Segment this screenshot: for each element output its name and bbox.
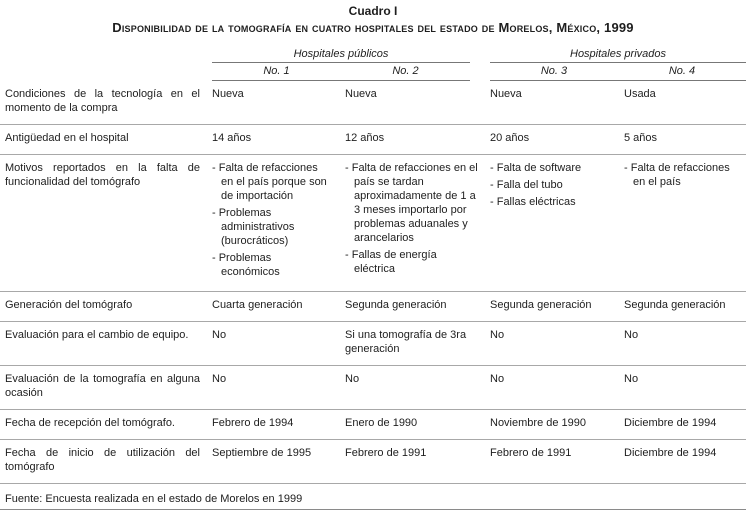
bullet-item: - Falta de refacciones en el país se tardan aproximadamente de 1 a 3 meses importarlo por problemas aduanales y arancelarios	[345, 162, 478, 244]
column-headers-privados	[490, 63, 746, 81]
bottom-rule	[0, 509, 746, 510]
table-cell: Si una tomografía de 3ra generación	[345, 329, 467, 355]
table-cell	[624, 155, 746, 291]
source-note: Fuente: Encuesta realizada en el estado de Morelos en 1999	[5, 493, 303, 505]
row-label: Motivos reportados en la falta de funcionalidad del tomógrafo	[5, 162, 200, 188]
group-label: Hospitales privados	[570, 48, 666, 60]
row-label: Generación del tomógrafo	[5, 299, 133, 311]
table-cell: No	[490, 329, 505, 341]
table-cell: Diciembre de 1994	[624, 417, 717, 429]
group-header-row	[0, 48, 746, 63]
row-label: Antigüedad en el hospital	[5, 132, 129, 144]
table-row	[0, 292, 746, 322]
bullet-item: - Falla del tubo	[490, 179, 563, 191]
column-header-no1: No. 1	[263, 65, 290, 77]
table-row	[0, 440, 746, 484]
table-cell: 5 años	[624, 132, 658, 144]
table-cell: No	[212, 329, 227, 341]
row-label: Fecha de inicio de utilización del tomógrafo	[5, 447, 200, 473]
header-corner-spacer	[0, 63, 212, 81]
table-cell: 12 años	[345, 132, 385, 144]
table-cell: No	[212, 373, 227, 385]
group-header-publicos	[212, 48, 490, 63]
row-label: Evaluación de la tomografía en alguna ocasión	[5, 373, 200, 399]
table-body	[0, 81, 746, 484]
column-header-no2: No. 2	[392, 65, 419, 77]
bullet-item: - Falta de software	[490, 162, 582, 174]
bullet-item: - Fallas de energía eléctrica	[345, 249, 437, 275]
table-cell: Cuarta generación	[212, 299, 303, 311]
table-cell: Nueva	[490, 88, 522, 100]
bullet-item: - Problemas administrativos (burocráticos)	[212, 207, 295, 247]
table-cell: Nueva	[345, 88, 377, 100]
table-cell: No	[624, 373, 639, 385]
bullet-item: - Falta de refacciones en el país porque son de importación	[212, 162, 327, 202]
table-cell	[490, 155, 624, 291]
column-header-no4: No. 4	[668, 65, 696, 77]
bullet-item: - Problemas económicos	[212, 252, 280, 278]
table-cell: 20 años	[490, 132, 530, 144]
row-label: Condiciones de la tecnología en el momento de la compra	[5, 88, 200, 114]
table-number-title: Cuadro I	[348, 4, 398, 18]
table-cell: Segunda generación	[345, 299, 447, 311]
table-row	[0, 366, 746, 410]
table-row	[0, 322, 746, 366]
table-cell: Febrero de 1991	[490, 447, 572, 459]
bullet-item: - Fallas eléctricas	[490, 196, 576, 208]
table-cell: Noviembre de 1990	[490, 417, 587, 429]
table-title: Disponibilidad de la tomografía en cuatro hospitales del estado de Morelos, México, 1999	[112, 20, 634, 35]
column-headers-publicos	[212, 63, 490, 81]
table-cell: Segunda generación	[490, 299, 592, 311]
row-label: Evaluación para el cambio de equipo.	[5, 329, 189, 341]
table-cell: No	[345, 373, 360, 385]
table-row	[0, 410, 746, 440]
table-cell: Febrero de 1991	[345, 447, 427, 459]
table-cell: 14 años	[212, 132, 252, 144]
group-header-privados	[490, 48, 746, 63]
table-cell: Enero de 1990	[345, 417, 418, 429]
table-cell: No	[490, 373, 505, 385]
table-cell: Diciembre de 1994	[624, 447, 717, 459]
header-corner-spacer	[0, 48, 212, 63]
table-cell: Nueva	[212, 88, 244, 100]
bullet-item: - Falta de refacciones en el país	[624, 162, 730, 188]
table-row	[0, 81, 746, 125]
table-row	[0, 125, 746, 155]
column-header-no3: No. 3	[540, 65, 568, 77]
table-cell: Septiembre de 1995	[212, 447, 312, 459]
group-label: Hospitales públicos	[293, 48, 389, 60]
table-cell	[212, 155, 345, 291]
table-cell	[345, 155, 490, 291]
table-cell: Segunda generación	[624, 299, 726, 311]
row-label: Fecha de recepción del tomógrafo.	[5, 417, 175, 429]
table-cell: Febrero de 1994	[212, 417, 294, 429]
table-row	[0, 155, 746, 292]
table-cell: No	[624, 329, 639, 341]
column-header-row	[0, 63, 746, 81]
table-cell: Usada	[624, 88, 656, 100]
